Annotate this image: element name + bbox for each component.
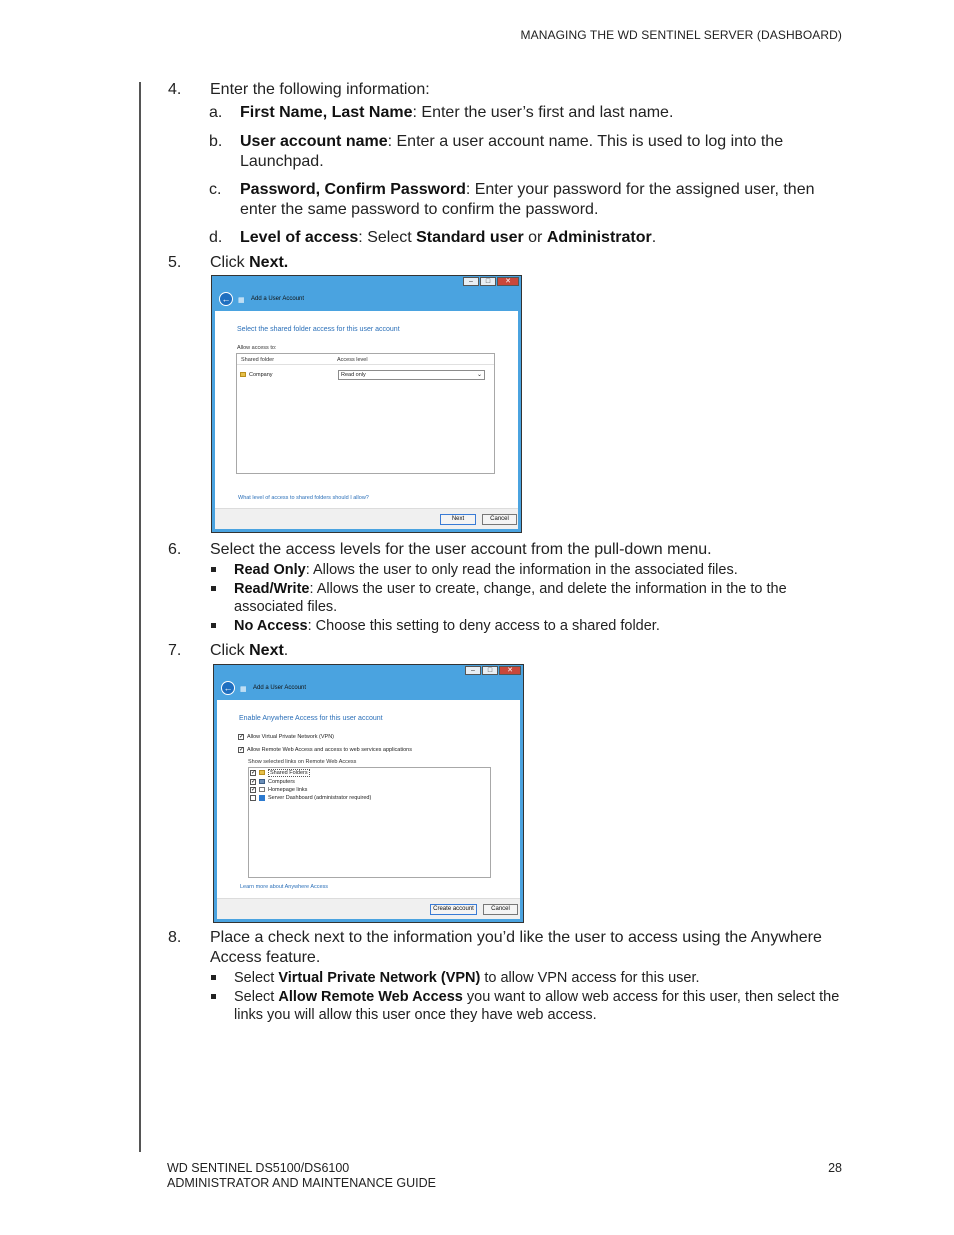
step-pre: Click xyxy=(210,254,250,271)
bullet-icon xyxy=(211,623,216,628)
folder-icon xyxy=(259,770,265,775)
step-text: Enter the following information: xyxy=(210,81,430,98)
window-controls xyxy=(465,666,521,675)
desc: you want to allow web access for this user, then select the links you will allow this user once they have web access. xyxy=(234,989,840,1023)
bullet-text xyxy=(234,988,844,1024)
page-number: 28 xyxy=(828,1161,842,1175)
folder-icon xyxy=(240,372,246,377)
link-label: Computers xyxy=(268,779,295,785)
term: Next xyxy=(249,642,284,659)
term: Virtual Private Network (VPN) xyxy=(278,970,481,986)
links-list xyxy=(248,767,491,878)
chevron-down-icon: ⌄ xyxy=(476,372,482,378)
table-row[interactable] xyxy=(240,371,273,379)
computer-icon xyxy=(259,779,265,784)
term: User account name xyxy=(240,133,388,150)
window-controls xyxy=(463,277,519,286)
maximize-icon[interactable]: □ xyxy=(482,666,498,675)
desc: : Choose this setting to deny access to a shared folder. xyxy=(307,618,660,634)
dialog-heading: Select the shared folder access for this user account xyxy=(237,326,400,333)
link-label: Shared Folders xyxy=(270,770,308,776)
vpn-checkbox-row[interactable] xyxy=(238,733,334,741)
dialog-content xyxy=(215,311,518,508)
link-label: Server Dashboard (administrator required) xyxy=(268,795,372,801)
folder-name: Company xyxy=(249,372,273,378)
dialog-content xyxy=(217,700,520,898)
term: Read/Write xyxy=(234,581,310,597)
desc: : Allows the user to only read the information in the associated files. xyxy=(305,562,738,578)
access-level-select[interactable] xyxy=(338,370,485,380)
desc: Select xyxy=(234,970,279,986)
bullet-text xyxy=(234,617,844,635)
cancel-button[interactable]: Cancel xyxy=(482,514,517,525)
sub-letter: d. xyxy=(209,229,223,246)
term: Password, Confirm Password xyxy=(240,181,466,198)
list-item[interactable] xyxy=(250,794,371,802)
close-icon[interactable]: ✕ xyxy=(497,277,519,286)
learn-more-link[interactable]: Learn more about Anywhere Access xyxy=(240,884,329,890)
dialog-footer xyxy=(217,898,520,919)
dialog-title: Add a User Account xyxy=(253,685,307,691)
sub-letter: a. xyxy=(209,104,223,121)
checkbox-checked-icon[interactable]: ✓ xyxy=(251,769,257,776)
minimize-icon[interactable]: – xyxy=(463,277,479,286)
step-number: 8. xyxy=(168,929,182,946)
footer-product: WD SENTINEL DS5100/DS6100 xyxy=(167,1161,350,1175)
step-post: . xyxy=(283,642,289,659)
list-item[interactable] xyxy=(250,769,310,777)
desc: : Select xyxy=(358,229,417,246)
dashboard-icon xyxy=(259,795,265,801)
running-header: MANAGING THE WD SENTINEL SERVER (DASHBOARD) xyxy=(520,28,842,42)
dialog-shared-folder-access xyxy=(211,275,522,533)
sub-text xyxy=(240,228,850,248)
term: First Name, Last Name xyxy=(240,104,413,121)
allow-access-label: Allow access to: xyxy=(237,345,277,351)
bullet-text xyxy=(234,561,844,579)
step-pre: Click xyxy=(210,642,250,659)
select-value: Read only xyxy=(341,372,366,378)
create-account-button[interactable]: Create account xyxy=(430,904,477,915)
bullet-text xyxy=(234,580,844,616)
maximize-icon[interactable]: □ xyxy=(480,277,496,286)
folder-access-table xyxy=(236,353,495,474)
step-text xyxy=(210,641,840,661)
term: Allow Remote Web Access xyxy=(278,989,463,1005)
desc: : Enter your password for the assigned user, then enter the same password to confirm the password. xyxy=(240,181,815,218)
cancel-button[interactable]: Cancel xyxy=(483,904,518,915)
desc: to allow VPN access for this user. xyxy=(480,970,700,986)
step-number: 4. xyxy=(168,81,182,98)
step-text: Select the access levels for the user account from the pull-down menu. xyxy=(210,541,712,558)
dialog-titlebar xyxy=(217,677,520,700)
close-icon[interactable]: ✕ xyxy=(499,666,521,675)
help-link[interactable]: What level of access to shared folders should I allow? xyxy=(238,495,369,501)
bullet-icon xyxy=(211,586,216,591)
footer-guide: ADMINISTRATOR AND MAINTENANCE GUIDE xyxy=(167,1176,437,1190)
desc: Select xyxy=(234,989,279,1005)
dialog-titlebar xyxy=(215,288,518,311)
term: Next. xyxy=(249,254,289,271)
desc: : Allows the user to create, change, and delete the information in the to the associated files. xyxy=(234,581,787,615)
link-label: Homepage links xyxy=(268,787,308,793)
sub-letter: c. xyxy=(209,181,222,198)
dialog-anywhere-access xyxy=(213,664,524,923)
vpn-label: Allow Virtual Private Network (VPN) xyxy=(247,734,335,740)
term: Read Only xyxy=(234,562,306,578)
step-number: 5. xyxy=(168,254,182,271)
bullet-icon xyxy=(211,975,216,980)
term: Administrator xyxy=(546,229,652,246)
margin-bar xyxy=(139,82,141,1152)
page-footer xyxy=(167,1161,436,1191)
col-access-level: Access level xyxy=(337,357,368,363)
checkbox-checked-icon[interactable]: ✓ xyxy=(239,733,245,740)
next-button[interactable]: Next xyxy=(440,514,476,525)
bullet-icon xyxy=(211,567,216,572)
minimize-icon[interactable]: – xyxy=(465,666,481,675)
sub-text xyxy=(240,103,850,123)
checkbox-checked-icon[interactable]: ✓ xyxy=(251,786,257,793)
term: Standard user xyxy=(416,229,524,246)
col-shared-folder: Shared folder xyxy=(241,357,275,363)
step-text xyxy=(210,253,840,273)
back-arrow-icon[interactable]: ← xyxy=(219,292,233,306)
step-number: 6. xyxy=(168,541,182,558)
checkbox-checked-icon[interactable]: ✓ xyxy=(239,746,245,753)
checkbox-checked-icon[interactable]: ✓ xyxy=(251,778,257,785)
app-grid-icon: ▦ xyxy=(240,686,247,693)
page-icon xyxy=(259,787,265,792)
rwa-checkbox-row[interactable] xyxy=(238,746,412,754)
table-header xyxy=(237,354,494,365)
desc: : Enter the user’s first and last name. xyxy=(412,104,674,121)
sub-text xyxy=(240,132,850,172)
rwa-label: Allow Remote Web Access and access to web services applications xyxy=(247,747,412,753)
step-text: Place a check next to the information you’d like the user to access using the Anywhere Access feature. xyxy=(210,929,822,966)
bullet-icon xyxy=(211,994,216,999)
dialog-title: Add a User Account xyxy=(251,296,305,302)
links-label: Show selected links on Remote Web Access xyxy=(248,759,357,765)
step-number: 7. xyxy=(168,642,182,659)
bullet-text xyxy=(234,969,844,987)
checkbox-unchecked-icon[interactable] xyxy=(250,795,256,801)
back-arrow-icon[interactable]: ← xyxy=(221,681,235,695)
desc: : Enter a user account name. This is used to log into the Launchpad. xyxy=(240,133,784,170)
term: No Access xyxy=(234,618,308,634)
list-item[interactable] xyxy=(250,786,307,794)
list-item[interactable] xyxy=(250,778,295,786)
term: Level of access xyxy=(240,229,359,246)
desc: . xyxy=(651,229,657,246)
dialog-heading: Enable Anywhere Access for this user account xyxy=(239,715,383,722)
sub-text xyxy=(240,180,850,220)
desc: or xyxy=(523,229,547,246)
sub-letter: b. xyxy=(209,133,223,150)
app-grid-icon: ▦ xyxy=(238,297,245,304)
dialog-footer xyxy=(215,508,518,529)
